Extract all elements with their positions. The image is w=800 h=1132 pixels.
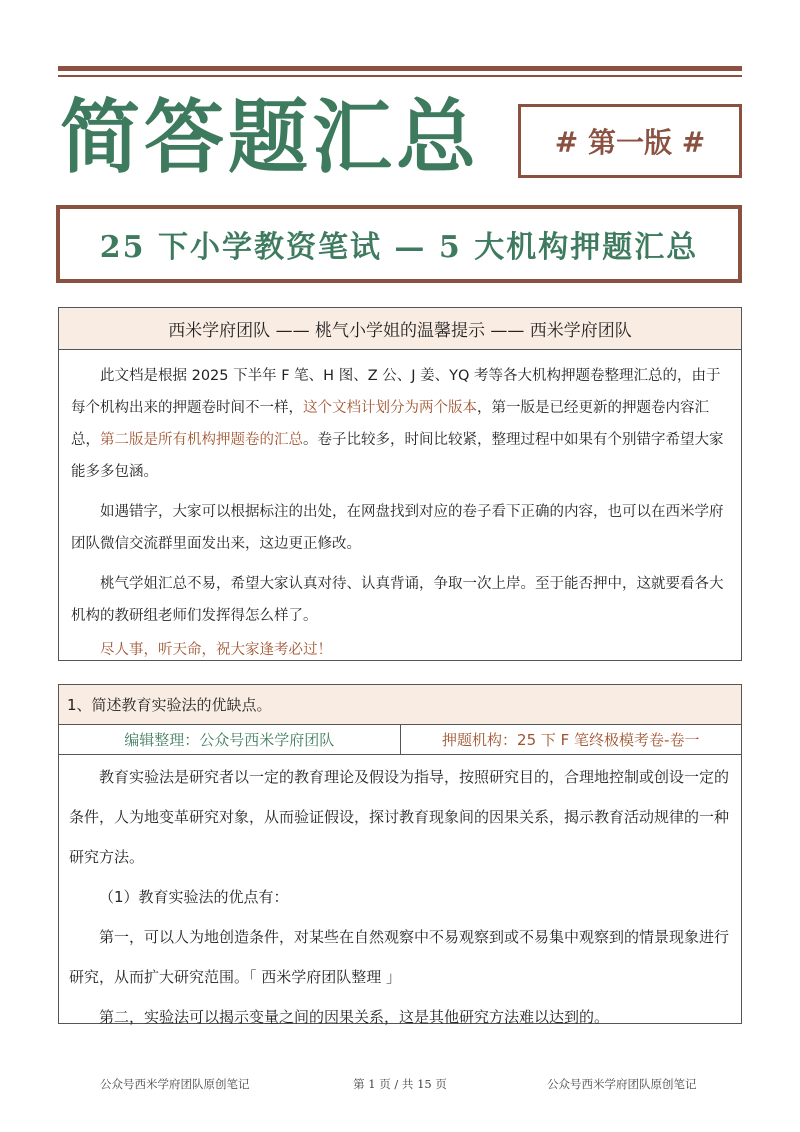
notice-panel [58,307,742,661]
notice-paragraph-1 [71,360,729,488]
question-source: 押题机构：25 下 F 笔终极模考卷-卷一 [442,731,700,749]
footer-page-number: 第 1 页 / 共 15 页 [353,1077,447,1091]
question-panel [58,684,742,1024]
notice-closing: 尽人事，听天命，祝大家逢考必过！ [100,642,332,658]
question-meta-row [59,725,741,755]
footer-left: 公众号西米学府团队原创笔记 [100,1077,250,1091]
footer-right: 公众号西米学府团队原创笔记 [547,1077,697,1091]
question-editor: 编辑整理：公众号西米学府团队 [59,725,401,754]
notice-heading: 西米学府团队 —— 桃气小学姐的温馨提示 —— 西米学府团队 [59,308,741,350]
notice-p1-text-a: 此文档是根据 2025 下半年 F 笔、H 图、Z 公、J 姜、YQ 考等各大机构押题卷整理汇总的，由于每个机构出来的押题卷时间不一样， [71,368,721,416]
notice-p1-highlight-2: 第二版是所有机构押题卷的汇总 [100,432,303,448]
answer-paragraph-1: 教育实验法是研究者以一定的教育理论及假设为指导，按照研究目的，合理地控制或创设一定的条件，人为地变革研究对象，从而验证假设，探讨教育现象间的因果关系，揭示教育活动规律的一种研究方法。 [69,768,730,866]
notice-p1-text-c: 。卷子比较多，时间比较紧，整理过程中如果有个别错字希望大家能多多包涵。 [71,432,724,480]
notice-paragraph-3: 桃气学姐汇总不易，希望大家认真对待、认真背诵，争取一次上岸。至于能否押中，这就要看各大机构的教研组老师们发挥得怎么样了。 [71,576,724,624]
answer-paragraph-2: （1）教育实验法的优点有： [99,888,289,906]
subtitle-banner: 25 下小学教资笔试 — 5 大机构押题汇总 [56,205,742,283]
notice-paragraph-2: 如遇错字，大家可以根据标注的出处，在网盘找到对应的卷子看下正确的内容，也可以在西米学府团队微信交流群里面发出来，这边更正修改。 [71,504,724,552]
page-title: 简答题汇总 [60,90,480,184]
notice-p1-text-b: ，第一版是已经更新的押题卷内容汇总， [71,400,709,448]
edition-badge: # 第一版 # [518,104,742,178]
top-rule-thick [58,66,742,71]
question-answer [59,755,741,1037]
answer-paragraph-4: 第二，实验法可以揭示变量之间的因果关系，这是其他研究方法难以达到的。 [99,1008,610,1026]
answer-paragraph-3: 第一，可以人为地创造条件，对某些在自然观察中不易观察到或不易集中观察到的情景现象进行研究，从而扩大研究范围。「 西米学府团队整理 」 [69,928,730,986]
notice-body [59,350,741,666]
question-title: 1、简述教育实验法的优缺点。 [59,685,741,725]
top-rule-thin [58,75,742,77]
notice-p1-highlight-1: 这个文档计划分为两个版本 [303,400,477,416]
